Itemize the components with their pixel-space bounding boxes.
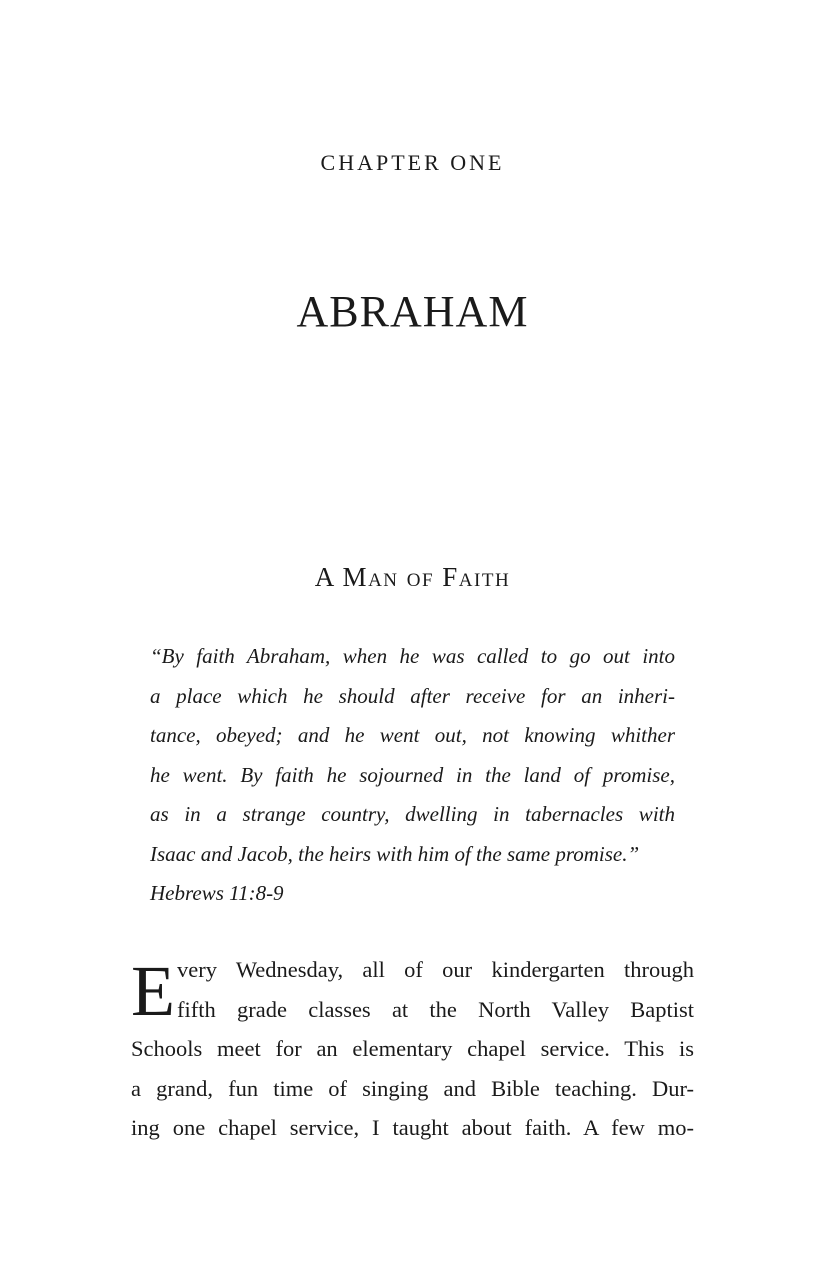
section-heading: A Man of Faith <box>314 562 511 592</box>
body-line: very Wednesday, all of our kindergarten through <box>177 957 694 982</box>
drop-cap: E <box>131 951 175 1031</box>
epigraph-line: as in a strange country, dwelling in tabernacles with <box>150 802 675 826</box>
epigraph-quote <box>150 637 675 914</box>
body-paragraph <box>131 950 694 1148</box>
body-line: fifth grade classes at the North Valley Baptist <box>177 996 694 1022</box>
chapter-title: ABRAHAM <box>296 287 529 336</box>
epigraph-line: tance, obeyed; and he went out, not knowing whither <box>150 723 675 747</box>
epigraph-line: “By faith Abraham, when he was called to go out into <box>150 644 675 668</box>
epigraph-line: a place which he should after receive for an inheri- <box>150 683 675 708</box>
body-line: a grand, fun time of singing and Bible teaching. Dur- <box>131 1075 694 1101</box>
epigraph-line: he went. By faith he sojourned in the land of promise, <box>150 762 675 787</box>
body-line: Schools meet for an elementary chapel service. This is <box>131 1036 694 1061</box>
body-line: ing one chapel service, I taught about faith. A few mo- <box>131 1115 694 1140</box>
epigraph-citation: Hebrews 11:8-9 <box>150 881 284 905</box>
chapter-label: CHAPTER ONE <box>320 150 505 175</box>
epigraph-line: Isaac and Jacob, the heirs with him of the same promise.” <box>150 841 640 866</box>
